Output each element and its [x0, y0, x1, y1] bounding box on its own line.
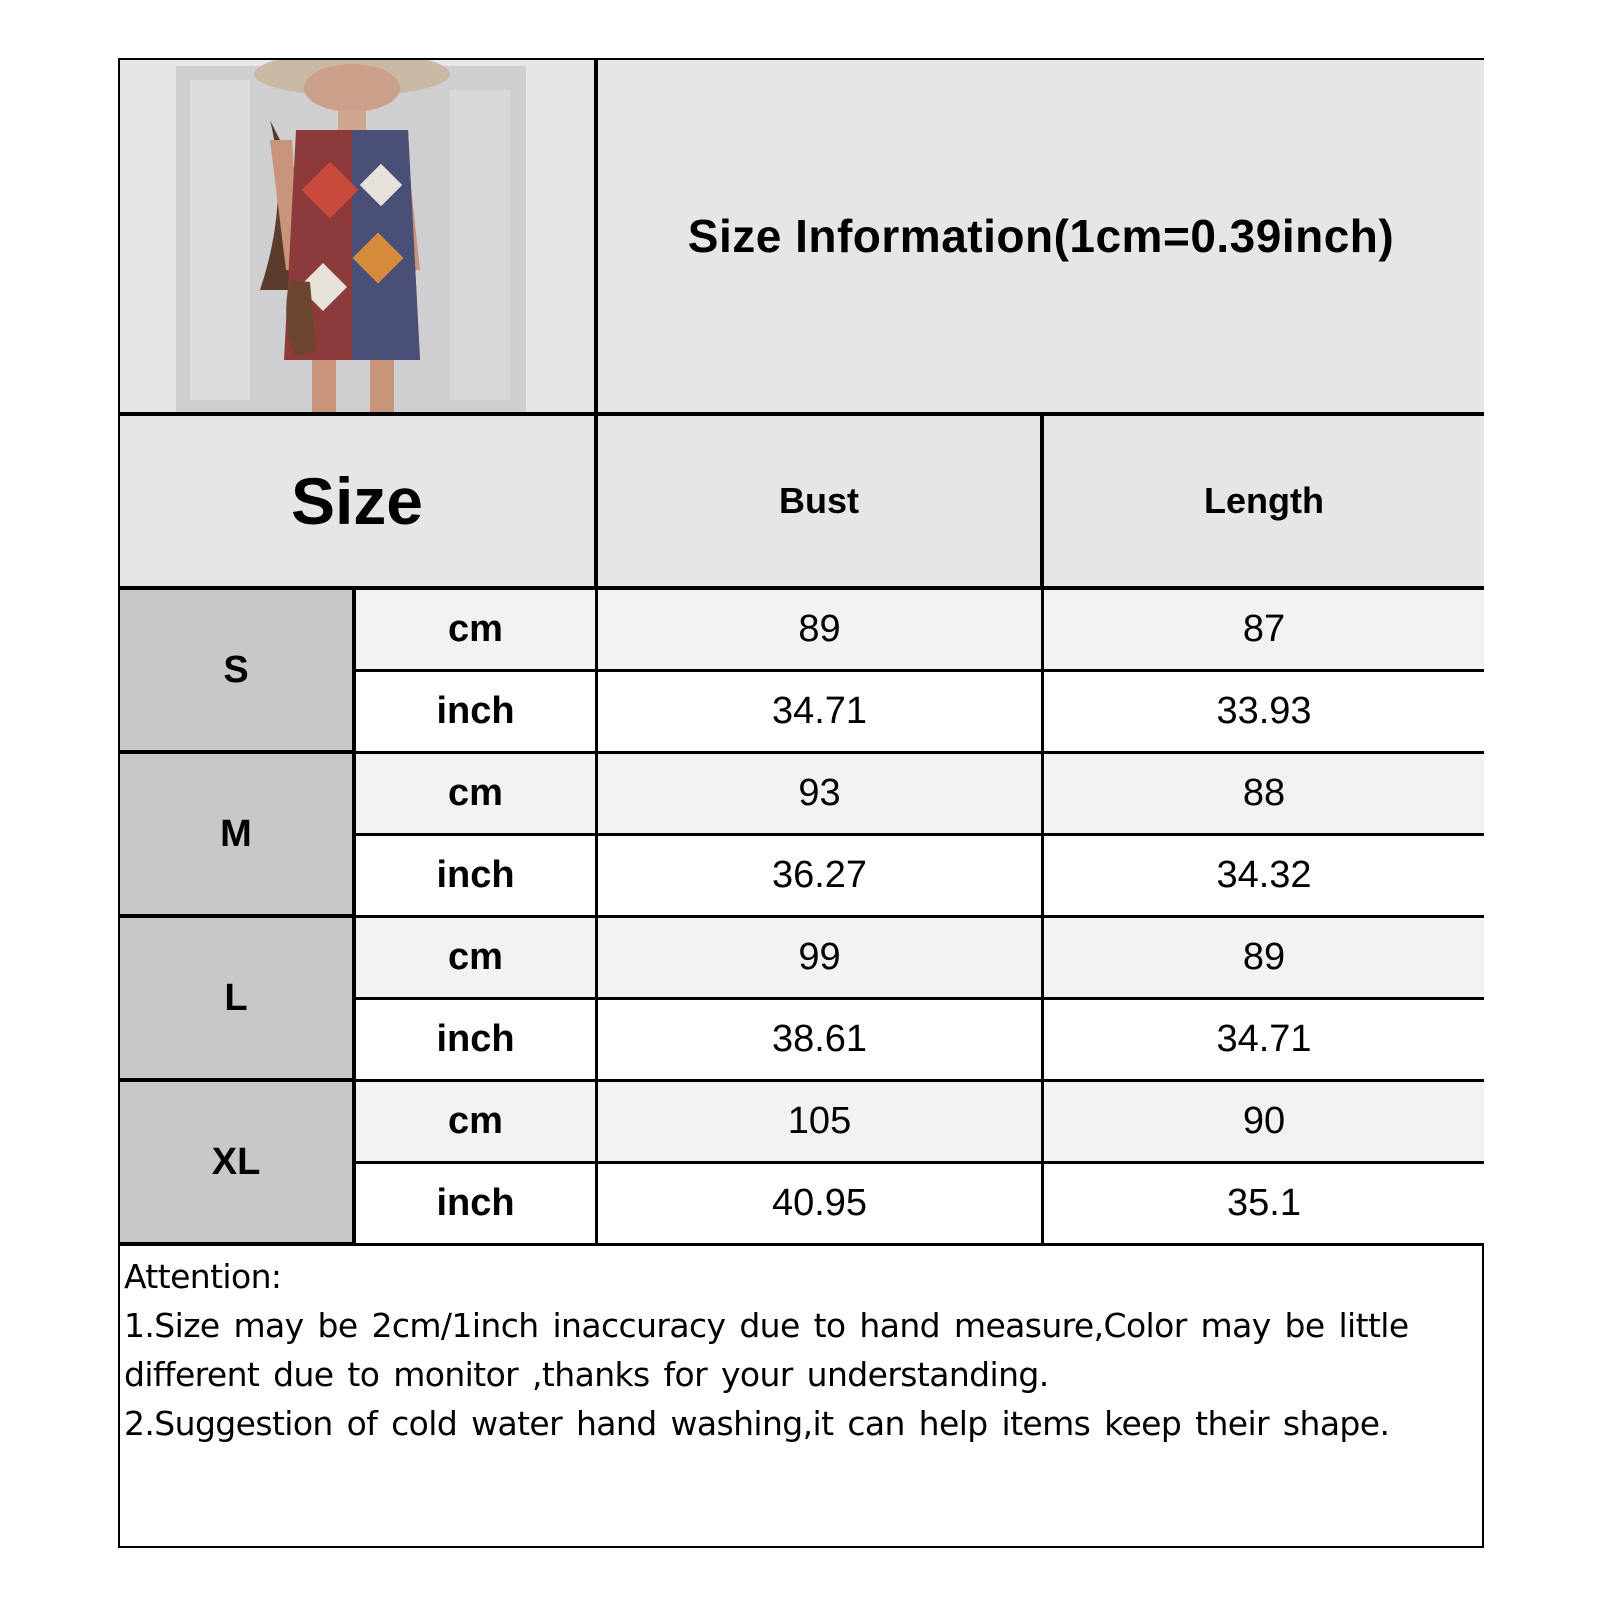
- length-cm-s: 87: [1044, 590, 1484, 672]
- unit-cm: cm: [356, 754, 598, 836]
- title-cell: [598, 60, 1484, 416]
- notes-heading: Attention:: [124, 1257, 282, 1296]
- size-label-m: M: [120, 754, 356, 918]
- unit-cm: cm: [356, 1082, 598, 1164]
- header-length-cell: [1044, 416, 1484, 590]
- product-photo: [120, 60, 598, 416]
- size-chart: [118, 58, 1484, 1548]
- chart-title: Size Information(1cm=0.39inch): [687, 210, 1395, 262]
- bust-cm-l: 99: [598, 918, 1044, 1000]
- length-inch-l: 34.71: [1044, 1000, 1484, 1082]
- bust-cm-m: 93: [598, 754, 1044, 836]
- bust-cm-xl: 105: [598, 1082, 1044, 1164]
- length-cm-l: 89: [1044, 918, 1484, 1000]
- header-length-label: Length: [1204, 480, 1324, 521]
- length-cm-xl: 90: [1044, 1082, 1484, 1164]
- bust-inch-l: 38.61: [598, 1000, 1044, 1082]
- unit-inch: inch: [356, 1000, 598, 1082]
- size-label-l: L: [120, 918, 356, 1082]
- unit-cm: cm: [356, 590, 598, 672]
- notes-line-2: different due to monitor ,thanks for your understanding.: [124, 1355, 1049, 1394]
- unit-inch: inch: [356, 1164, 598, 1246]
- length-inch-xl: 35.1: [1044, 1164, 1484, 1246]
- bust-inch-m: 36.27: [598, 836, 1044, 918]
- length-inch-m: 34.32: [1044, 836, 1484, 918]
- notes-line-1: 1.Size may be 2cm/1inch inaccuracy due to hand measure,Color may be little: [124, 1306, 1409, 1345]
- header-size-label: Size: [290, 464, 424, 538]
- header-size-cell: [120, 416, 598, 590]
- unit-inch: inch: [356, 672, 598, 754]
- bust-inch-s: 34.71: [598, 672, 1044, 754]
- unit-inch: inch: [356, 836, 598, 918]
- length-cm-m: 88: [1044, 754, 1484, 836]
- dress-model-image: [120, 60, 594, 412]
- attention-notes: [124, 1252, 1464, 1448]
- unit-cm: cm: [356, 918, 598, 1000]
- size-label-xl: XL: [120, 1082, 356, 1246]
- bust-inch-xl: 40.95: [598, 1164, 1044, 1246]
- size-label-s: S: [120, 590, 356, 754]
- length-inch-s: 33.93: [1044, 672, 1484, 754]
- header-bust-cell: [598, 416, 1044, 590]
- bust-cm-s: 89: [598, 590, 1044, 672]
- notes-line-3: 2.Suggestion of cold water hand washing,it can help items keep their shape.: [124, 1404, 1390, 1443]
- header-bust-label: Bust: [779, 480, 859, 521]
